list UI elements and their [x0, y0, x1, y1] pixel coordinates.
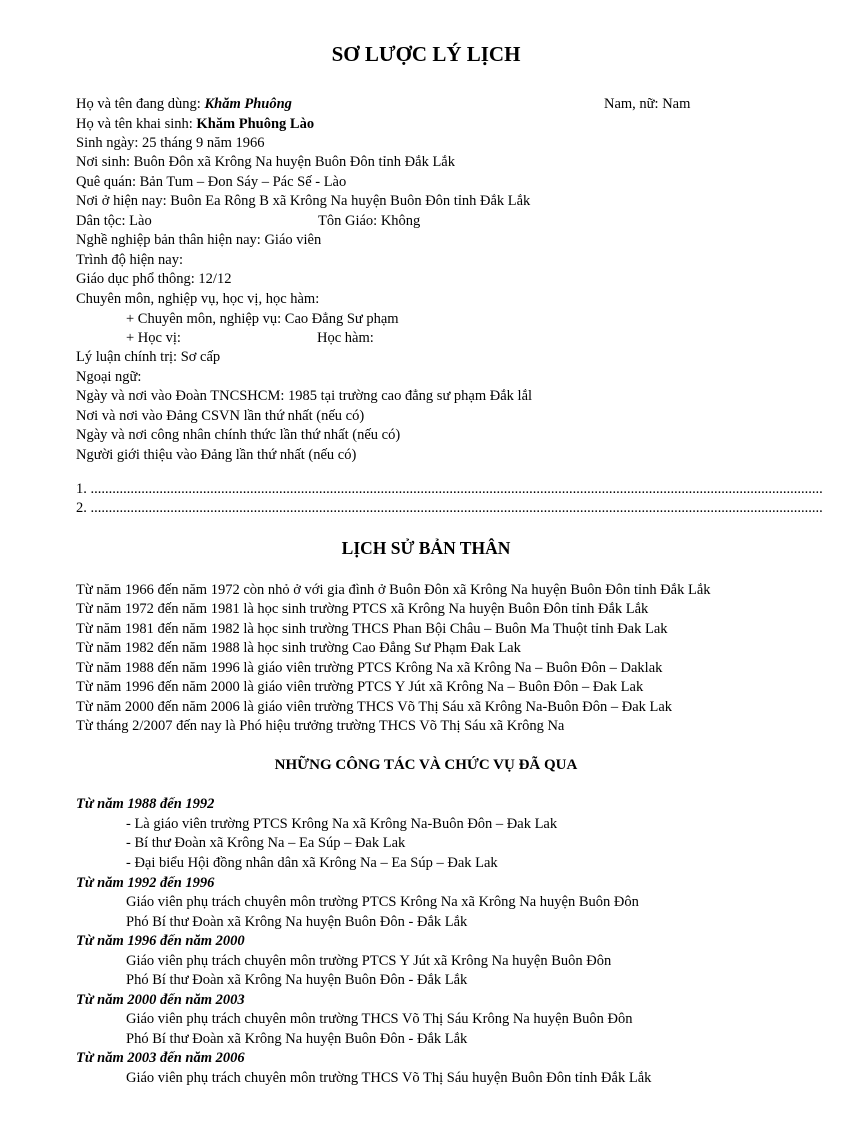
occupation-line: Nghề nghiệp bản thân hiện nay: Giáo viên: [76, 232, 322, 248]
religion-line: Tôn Giáo: Không: [318, 213, 421, 229]
birth-name-line: [76, 115, 314, 134]
work-period: Từ năm 2000 đến năm 2003: [76, 992, 245, 1008]
party-join-line: Nơi và nơi vào Đảng CSVN lần thứ nhất (nếu có): [76, 408, 365, 424]
foreign-language-line: Ngoại ngữ:: [76, 369, 142, 385]
work-item: Phó Bí thư Đoàn xã Krông Na huyện Buôn Đôn - Đắk Lắk: [126, 1031, 468, 1047]
current-name-line: [76, 95, 292, 114]
work-item: Giáo viên phụ trách chuyên môn trường THCS Võ Thị Sáu Krông Na huyện Buôn Đôn: [126, 1011, 633, 1027]
party-official-line: Ngày và nơi công nhân chính thức lần thứ nhất (nếu có): [76, 427, 401, 443]
history-item: Từ năm 1982 đến năm 1988 là học sinh trường Cao Đẳng Sư Phạm Đak Lak: [76, 640, 521, 656]
history-item: Từ năm 1996 đến năm 2000 là giáo viên trường PTCS Y Jút xã Krông Na – Buôn Đôn – Đak Lak: [76, 679, 644, 695]
union-line: Ngày và nơi vào Đoàn TNCSHCM: 1985 tại trường cao đẳng sư phạm Đắk lắl: [76, 388, 533, 404]
gender-value: Nam: [662, 96, 691, 112]
academic-title-line: Học hàm:: [317, 330, 374, 346]
work-item: - Là giáo viên trường PTCS Krông Na xã Krông Na-Buôn Đôn – Đak Lak: [126, 816, 558, 832]
work-period: Từ năm 1996 đến năm 2000: [76, 933, 245, 949]
hometown-line: Quê quán: Bản Tum – Đon Sáy – Pác Sế - Lào: [76, 174, 347, 190]
residence-line: Nơi ở hiện nay: Buôn Ea Rông B xã Krông Na huyện Buôn Đôn tỉnh Đắk Lắk: [76, 193, 531, 209]
work-item: Giáo viên phụ trách chuyên môn trường PTCS Krông Na xã Krông Na huyện Buôn Đôn: [126, 894, 639, 910]
introducer-blank-1: 1. ..........................................................................................................................................................................................................: [76, 481, 823, 497]
history-item: Từ tháng 2/2007 đến nay là Phó hiệu trưởng trường THCS Võ Thị Sáu xã Krông Na: [76, 718, 565, 734]
dob-line: Sinh ngày: 25 tháng 9 năm 1966: [76, 135, 265, 151]
work-item: Giáo viên phụ trách chuyên môn trường THCS Võ Thị Sáu huyện Buôn Đôn tỉnh Đắk Lắk: [126, 1070, 652, 1086]
specialty-detail-line: + Chuyên môn, nghiệp vụ: Cao Đẳng Sư phạm: [126, 311, 399, 327]
work-item: Giáo viên phụ trách chuyên môn trường PTCS Y Jút xã Krông Na huyện Buôn Đôn: [126, 953, 612, 969]
gender-label: Nam, nữ:: [604, 96, 663, 112]
current-level-line: Trình độ hiện nay:: [76, 252, 184, 268]
work-item: - Đại biểu Hội đồng nhân dân xã Krông Na – Ea Súp – Đak Lak: [126, 855, 498, 871]
birth-name-label: Họ và tên khai sinh:: [76, 116, 197, 132]
current-name-value: Khăm Phuông: [204, 96, 292, 112]
birth-name-value: Khăm Phuông Lào: [196, 116, 315, 132]
introducer-line: Người giới thiệu vào Đảng lần thứ nhất (nếu có): [76, 447, 357, 463]
work-period: Từ năm 1988 đến 1992: [76, 796, 215, 812]
history-item: Từ năm 2000 đến năm 2006 là giáo viên trường THCS Võ Thị Sáu xã Krông Na-Buôn Đôn – Đak Lak: [76, 699, 673, 715]
history-title: LỊCH SỬ BẢN THÂN: [341, 538, 511, 558]
birthplace-line: Nơi sinh: Buôn Đôn xã Krông Na huyện Buôn Đôn tỉnh Đắk Lắk: [76, 154, 455, 170]
specialty-line: Chuyên môn, nghiệp vụ, học vị, học hàm:: [76, 291, 320, 307]
work-item: Phó Bí thư Đoàn xã Krông Na huyện Buôn Đôn - Đắk Lắk: [126, 972, 468, 988]
history-item: Từ năm 1966 đến năm 1972 còn nhỏ ở với gia đình ở Buôn Đôn xã Krông Na huyện Buôn Đôn tỉnh Đắk Lắk: [76, 582, 711, 598]
degree-line: + Học vị:: [126, 330, 181, 346]
education-line: Giáo dục phổ thông: 12/12: [76, 271, 232, 287]
history-item: Từ năm 1972 đến năm 1981 là học sinh trường PTCS xã Krông Na huyện Buôn Đôn tỉnh Đắk Lắk: [76, 601, 649, 617]
work-item: Phó Bí thư Đoàn xã Krông Na huyện Buôn Đôn - Đắk Lắk: [126, 914, 468, 930]
history-item: Từ năm 1981 đến năm 1982 là học sinh trường THCS Phan Bội Châu – Buôn Ma Thuột tỉnh Đak Lak: [76, 621, 668, 637]
gender-line: [604, 95, 690, 114]
work-item: - Bí thư Đoàn xã Krông Na – Ea Súp – Đak Lak: [126, 835, 406, 851]
work-title: NHỮNG CÔNG TÁC VÀ CHỨC VỤ ĐÃ QUA: [274, 757, 578, 773]
political-theory-line: Lý luận chính trị: Sơ cấp: [76, 349, 221, 365]
work-period: Từ năm 2003 đến năm 2006: [76, 1050, 245, 1066]
document-title: SƠ LƯỢC LÝ LỊCH: [331, 42, 521, 66]
current-name-label: Họ và tên đang dùng:: [76, 96, 205, 112]
work-period: Từ năm 1992 đến 1996: [76, 875, 215, 891]
ethnicity-line: Dân tộc: Lào: [76, 213, 152, 229]
introducer-blank-2: 2. ..........................................................................................................................................................................................................: [76, 500, 823, 516]
history-item: Từ năm 1988 đến năm 1996 là giáo viên trường PTCS Krông Na xã Krông Na – Buôn Đôn – Daklak: [76, 660, 663, 676]
